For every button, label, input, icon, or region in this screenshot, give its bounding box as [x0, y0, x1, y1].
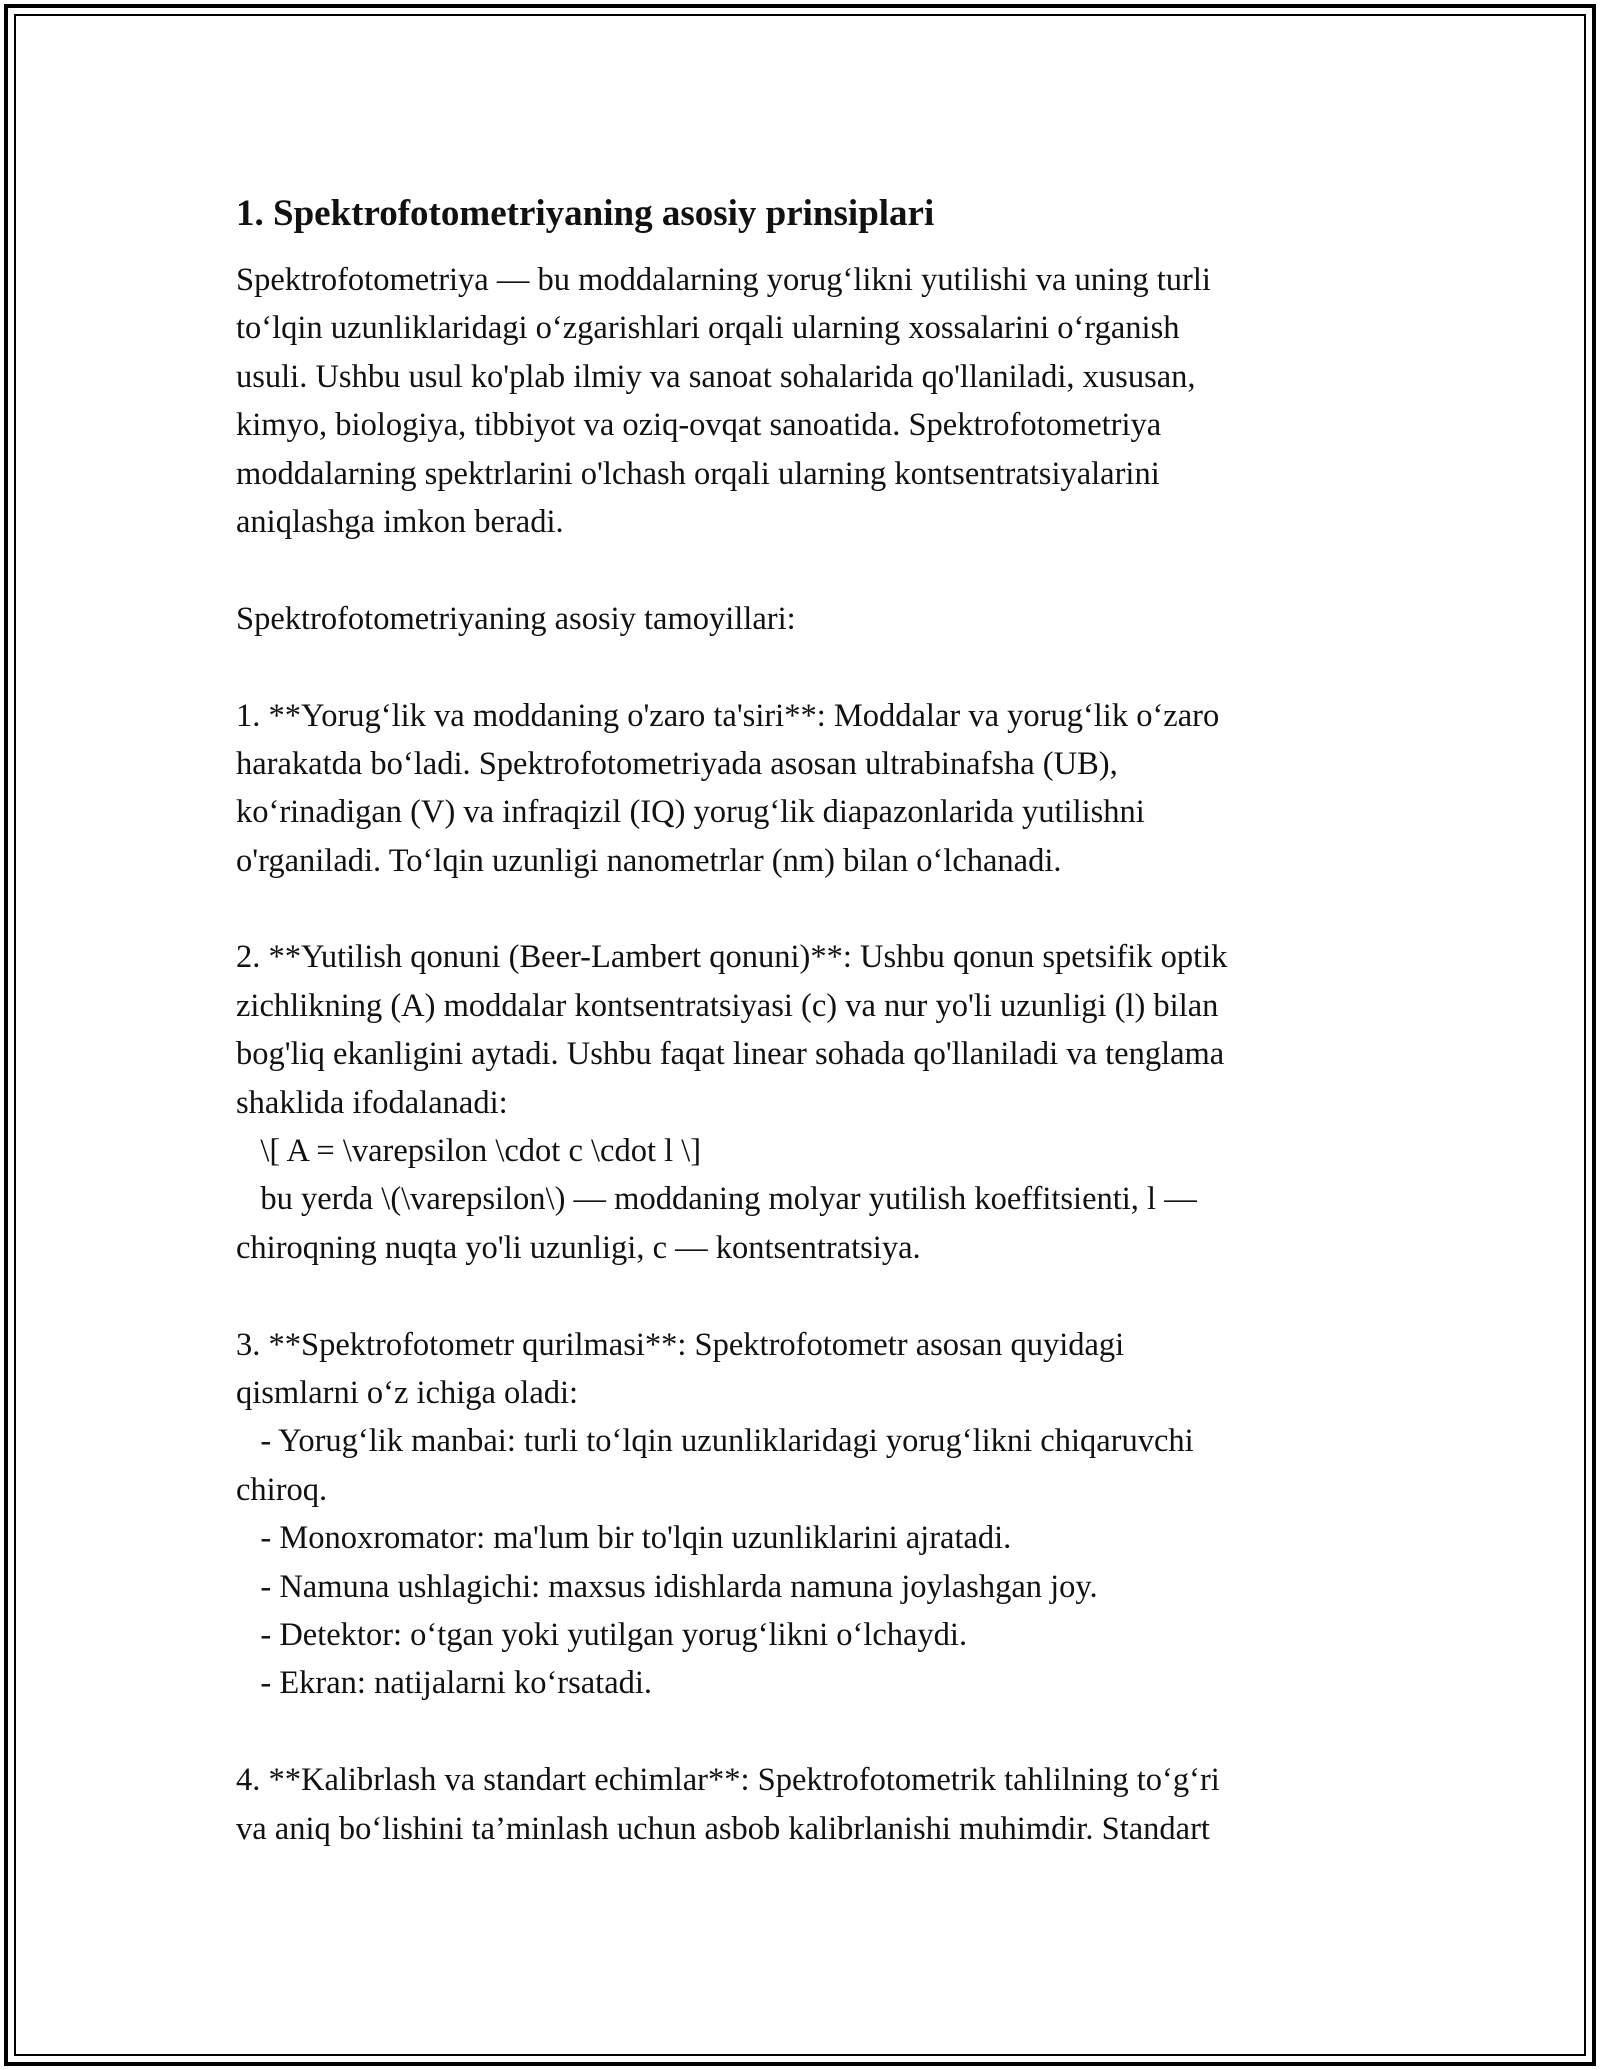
text-line: chiroq.: [236, 1471, 328, 1508]
text-line: va aniq bo‘lishini ta’minlash uchun asbob kalibrlanishi muhimdir. Standart: [236, 1810, 1210, 1847]
text-line: zichlikning (A) moddalar kontsentratsiyasi (c) va nur yo'li uzunligi (l) bilan: [236, 987, 1219, 1024]
principle-item-3: [236, 1321, 1366, 1708]
text-line: ko‘rinadigan (V) va infraqizil (IQ) yorug‘lik diapazonlarida yutilishni: [236, 794, 1145, 831]
list-item: - Detektor: o‘tgan yoki yutilgan yorug‘likni o‘lchaydi.: [236, 1616, 968, 1653]
blank-line: [236, 546, 1366, 594]
text-line: o'rganiladi. To‘lqin uzunligi nanometrlar (nm) bilan o‘lchanadi.: [236, 842, 1062, 879]
text-line: bog'liq ekanligini aytadi. Ushbu faqat linear sohada qo'llaniladi va tenglama: [236, 1036, 1225, 1073]
text-line: 1. **Yorug‘lik va moddaning o'zaro ta'siri**: Moddalar va yorug‘lik o‘zaro: [236, 697, 1220, 734]
list-item: - Namuna ushlagichi: maxsus idishlarda namuna joylashgan joy.: [236, 1568, 1098, 1605]
blank-line: [236, 643, 1366, 691]
blank-line: [236, 885, 1366, 933]
text-line: harakatda bo‘ladi. Spektrofotometriyada asosan ultrabinafsha (UB),: [236, 745, 1118, 782]
principle-item-4: [236, 1756, 1366, 1853]
page-title: 1. Spektrofotometriyaning asosiy prinsiplari: [236, 193, 935, 234]
document-body: [236, 188, 1366, 1853]
text-line: 3. **Spektrofotometr qurilmasi**: Spektrofotometr asosan quyidagi: [236, 1326, 1125, 1363]
text-line: to‘lqin uzunliklaridagi o‘zgarishlari orqali ularning xossalarini o‘rganish: [236, 310, 1180, 347]
text-line: qismlarni o‘z ichiga oladi:: [236, 1374, 579, 1411]
list-item: - Ekran: natijalarni ko‘rsatadi.: [236, 1665, 653, 1702]
blank-line: [236, 1708, 1366, 1756]
text-line: kimyo, biologiya, tibbiyot va oziq-ovqat sanoatida. Spektrofotometriya: [236, 407, 1162, 444]
principles-heading: Spektrofotometriyaning asosiy tamoyillari:: [236, 600, 796, 637]
text-line: moddalarning spektrlarini o'lchash orqali ularning kontsentratsiyalarini: [236, 455, 1160, 492]
list-item: - Monoxromator: ma'lum bir to'lqin uzunliklarini ajratadi.: [236, 1520, 1012, 1557]
intro-paragraph: [236, 256, 1366, 546]
text-line: Spektrofotometriya — bu moddalarning yorug‘likni yutilishi va uning turli: [236, 262, 1211, 298]
formula-line: \[ A = \varepsilon \cdot c \cdot l \]: [236, 1133, 702, 1170]
text-line: bu yerda \(\varepsilon\) — moddaning molyar yutilish koeffitsienti, l —: [236, 1181, 1197, 1218]
text-line: shaklida ifodalanadi:: [236, 1084, 508, 1121]
principle-item-1: [236, 692, 1366, 886]
principle-item-2: [236, 933, 1366, 1272]
list-item: - Yorug‘lik manbai: turli to‘lqin uzunliklaridagi yorug‘likni chiqaruvchi: [236, 1423, 1194, 1460]
text-line: chiroqning nuqta yo'li uzunligi, c — kontsentratsiya.: [236, 1229, 921, 1266]
text-line: aniqlashga imkon beradi.: [236, 503, 564, 540]
text-line: 2. **Yutilish qonuni (Beer-Lambert qonuni)**: Ushbu qonun spetsifik optik: [236, 939, 1228, 976]
text-line: 4. **Kalibrlash va standart echimlar**: Spektrofotometrik tahlilning to‘g‘ri: [236, 1762, 1220, 1799]
blank-line: [236, 1272, 1366, 1320]
text-line: usuli. Ushbu usul ko'plab ilmiy va sanoat sohalarida qo'llaniladi, xususan,: [236, 358, 1196, 395]
